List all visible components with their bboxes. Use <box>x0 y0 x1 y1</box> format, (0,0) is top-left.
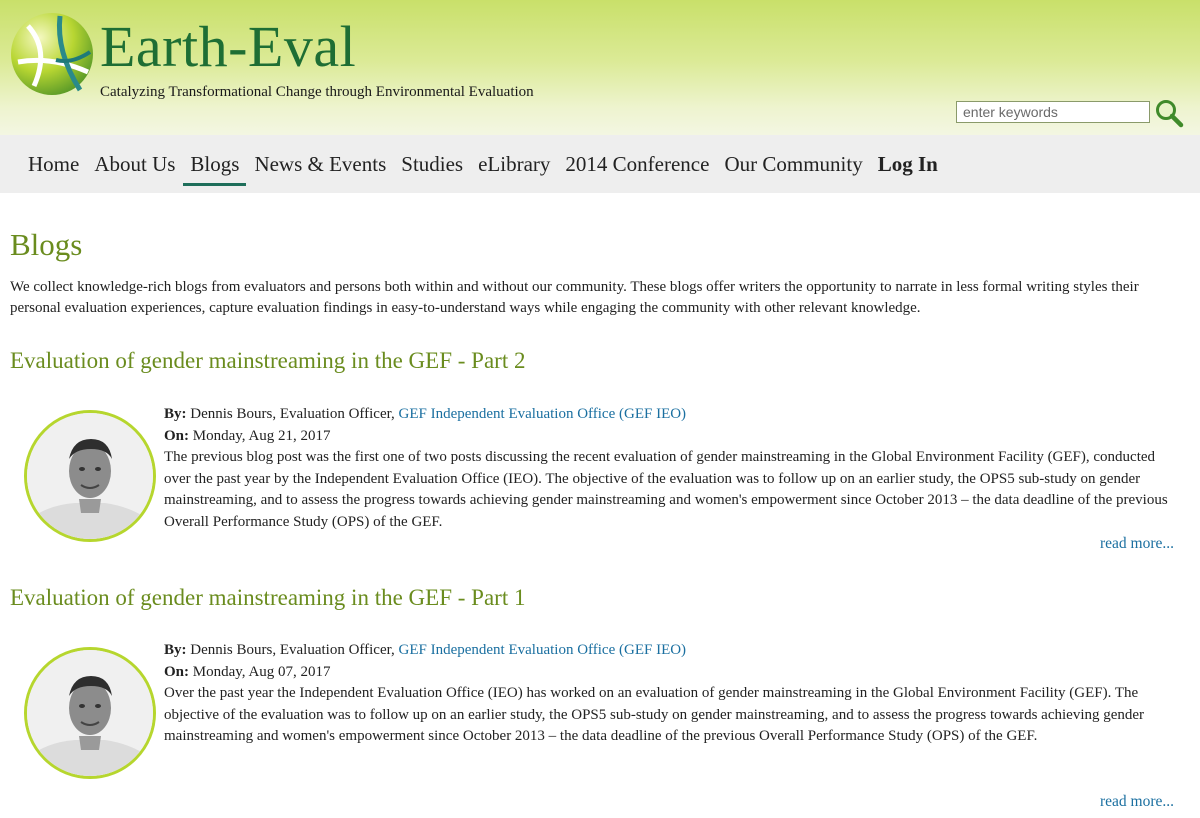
by-label: By: <box>164 642 187 658</box>
search-input[interactable] <box>956 101 1150 123</box>
post-author: Dennis Bours, Evaluation Officer, <box>186 406 399 422</box>
author-avatar[interactable] <box>24 647 156 779</box>
nav-item-home[interactable]: Home <box>28 152 80 176</box>
post-title[interactable]: Evaluation of gender mainstreaming in the GEF - Part 1 <box>10 585 526 610</box>
author-org-link[interactable]: GEF Independent Evaluation Office (GEF IEO) <box>398 642 687 658</box>
nav-item-blogs[interactable]: Blogs <box>183 148 246 186</box>
site-title[interactable]: Earth-Eval <box>100 14 357 79</box>
earth-eval-logo-icon[interactable] <box>10 12 94 96</box>
post-meta <box>164 640 1176 748</box>
post-date: Monday, Aug 21, 2017 <box>189 427 331 444</box>
post-author: Dennis Bours, Evaluation Officer, <box>186 642 399 658</box>
read-more-link[interactable]: read more... <box>1099 793 1174 810</box>
by-label: By: <box>164 406 187 422</box>
post-meta <box>164 404 1176 533</box>
post-date: Monday, Aug 07, 2017 <box>189 663 331 680</box>
post-excerpt: Over the past year the Independent Evaluation Office (IEO) has worked on an evaluation of gender mainstreaming in the Global Environment Facility (GEF). The objective of the evaluation was to follow up on an earlier study, the OPS5 sub-study on gender mainstreaming, and to assess the progress towards achieving gender mainstreaming and women's empowerment since October 2013 – the data deadline of the previous Overall Performance Study (OPS) of the GEF. <box>164 685 1145 744</box>
author-org-link[interactable]: GEF Independent Evaluation Office (GEF IEO) <box>398 406 687 422</box>
author-photo-icon <box>27 413 153 539</box>
nav-item-studies[interactable]: Studies <box>401 152 464 176</box>
author-avatar[interactable] <box>24 410 156 542</box>
read-more-link[interactable]: read more... <box>1099 535 1174 552</box>
post-title[interactable]: Evaluation of gender mainstreaming in the GEF - Part 2 <box>10 348 526 373</box>
site-header <box>0 0 1200 135</box>
on-label: On: <box>164 427 190 444</box>
nav-item-elibrary[interactable]: eLibrary <box>478 152 551 176</box>
nav-item-about-us[interactable]: About Us <box>94 152 176 176</box>
main-nav <box>0 135 1200 193</box>
nav-item-log-in[interactable]: Log In <box>877 152 938 176</box>
author-photo-icon <box>27 650 153 776</box>
search-icon[interactable] <box>1154 98 1184 128</box>
on-label: On: <box>164 663 190 680</box>
page-intro: We collect knowledge-rich blogs from evaluators and persons both within and without our community. These blogs offer writers the opportunity to narrate in less formal writing styles their personal evaluation experiences, capture evaluation findings in easy-to-understand ways while engaging the community with other relevant knowledge. <box>10 279 1139 316</box>
nav-item-our-community[interactable]: Our Community <box>724 152 863 176</box>
page-title: Blogs <box>10 227 83 262</box>
site-tagline: Catalyzing Transformational Change through Environmental Evaluation <box>100 84 534 100</box>
nav-item-news-events[interactable]: News & Events <box>254 152 387 176</box>
nav-item-2014-conference[interactable]: 2014 Conference <box>565 152 710 176</box>
post-excerpt: The previous blog post was the first one of two posts discussing the recent evaluation of gender mainstreaming in the Global Environment Facility (GEF), conducted over the past year by the Independent Evaluation Office (IEO). The objective of the evaluation was to follow up on an earlier study, the OPS5 sub-study on gender mainstreaming, and to assess the progress towards achieving gender mainstreaming and women's empowerment since October 2013 – the data deadline of the previous Overall Performance Study (OPS) of the GEF. <box>164 449 1168 530</box>
